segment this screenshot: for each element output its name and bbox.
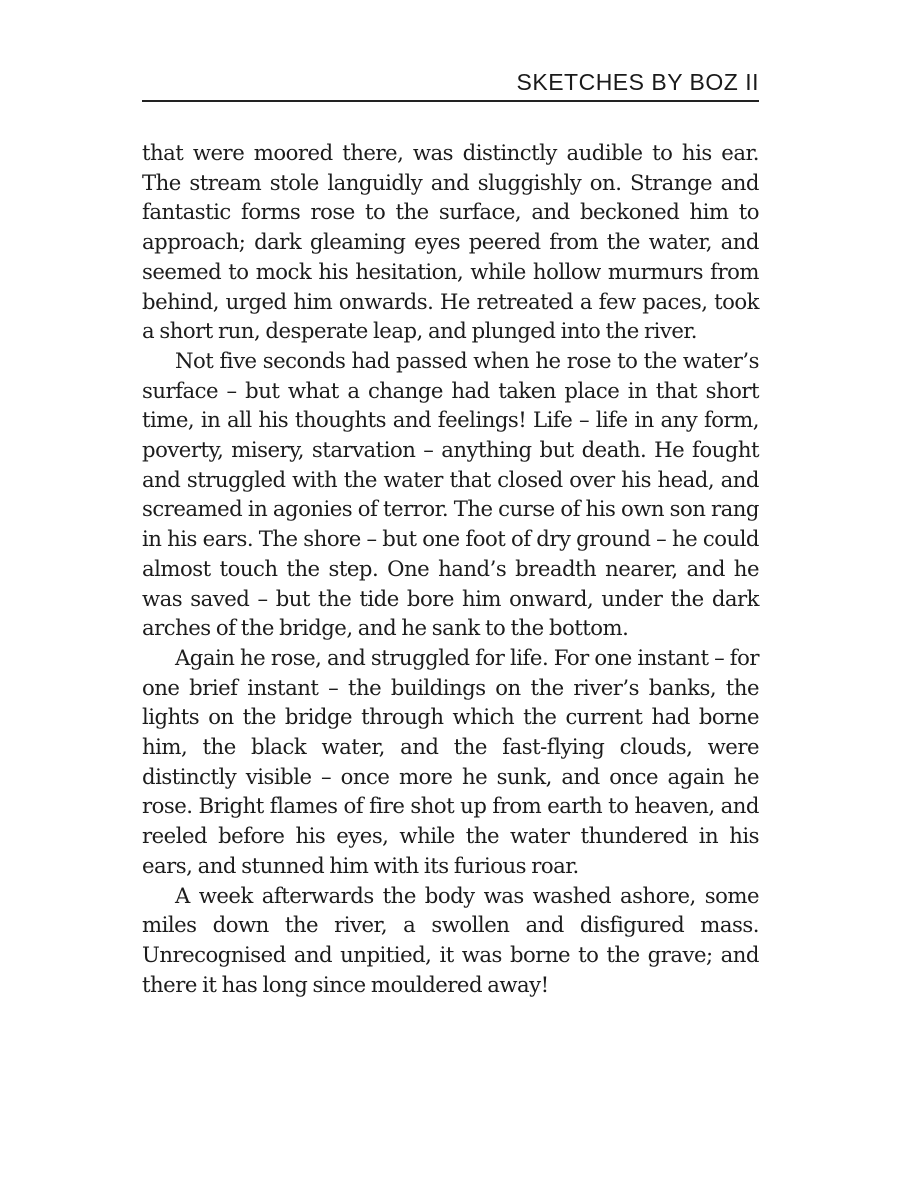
running-head-title: SKETCHES BY BOZ II (142, 66, 759, 102)
paragraph-1: that were moored there, was distinctly audible to his ear. The stream stole languidly and sluggishly on. Strange and fantastic forms rose to the surface, and beckoned him to approach; dark gleaming eyes peered from the water, and seemed to mock his hesitation, while hollow murmurs from behind, urged him onwards. He retreated a few paces, took a short run, desperate leap, and plunged into the river. (142, 140, 759, 344)
body-text (142, 138, 759, 999)
paragraph-3: Again he rose, and struggled for life. For one instant – for one brief instant – the buildings on the river’s banks, the lights on the bridge through which the current had borne him, the black water, and the fast-flying clouds, were distinctly visible – once more he sunk, and once again he rose. Bright flames of fire shot up from earth to heaven, and reeled before his eyes, while the water thundered in his ears, and stunned him with its furious roar. (142, 644, 759, 878)
paragraph-2: Not five seconds had passed when he rose to the water’s surface – but what a change had taken place in that short time, in all his thoughts and feelings! Life – life in any form, poverty, misery, starvation – anything but death. He fought and struggled with the water that closed over his head, and screamed in agonies of terror. The curse of his own son rang in his ears. The shore – but one foot of dry ground – he could almost touch the step. One hand’s breadth nearer, and he was saved – but the tide bore him onward, under the dark arches of the bridge, and he sank to the bottom. (142, 347, 759, 641)
paragraph-4: A week afterwards the body was washed ashore, some miles down the river, a swollen and disfigured mass. Unrecognised and unpitied, it was borne to the grave; and there it has long since mouldered away! (142, 882, 759, 997)
